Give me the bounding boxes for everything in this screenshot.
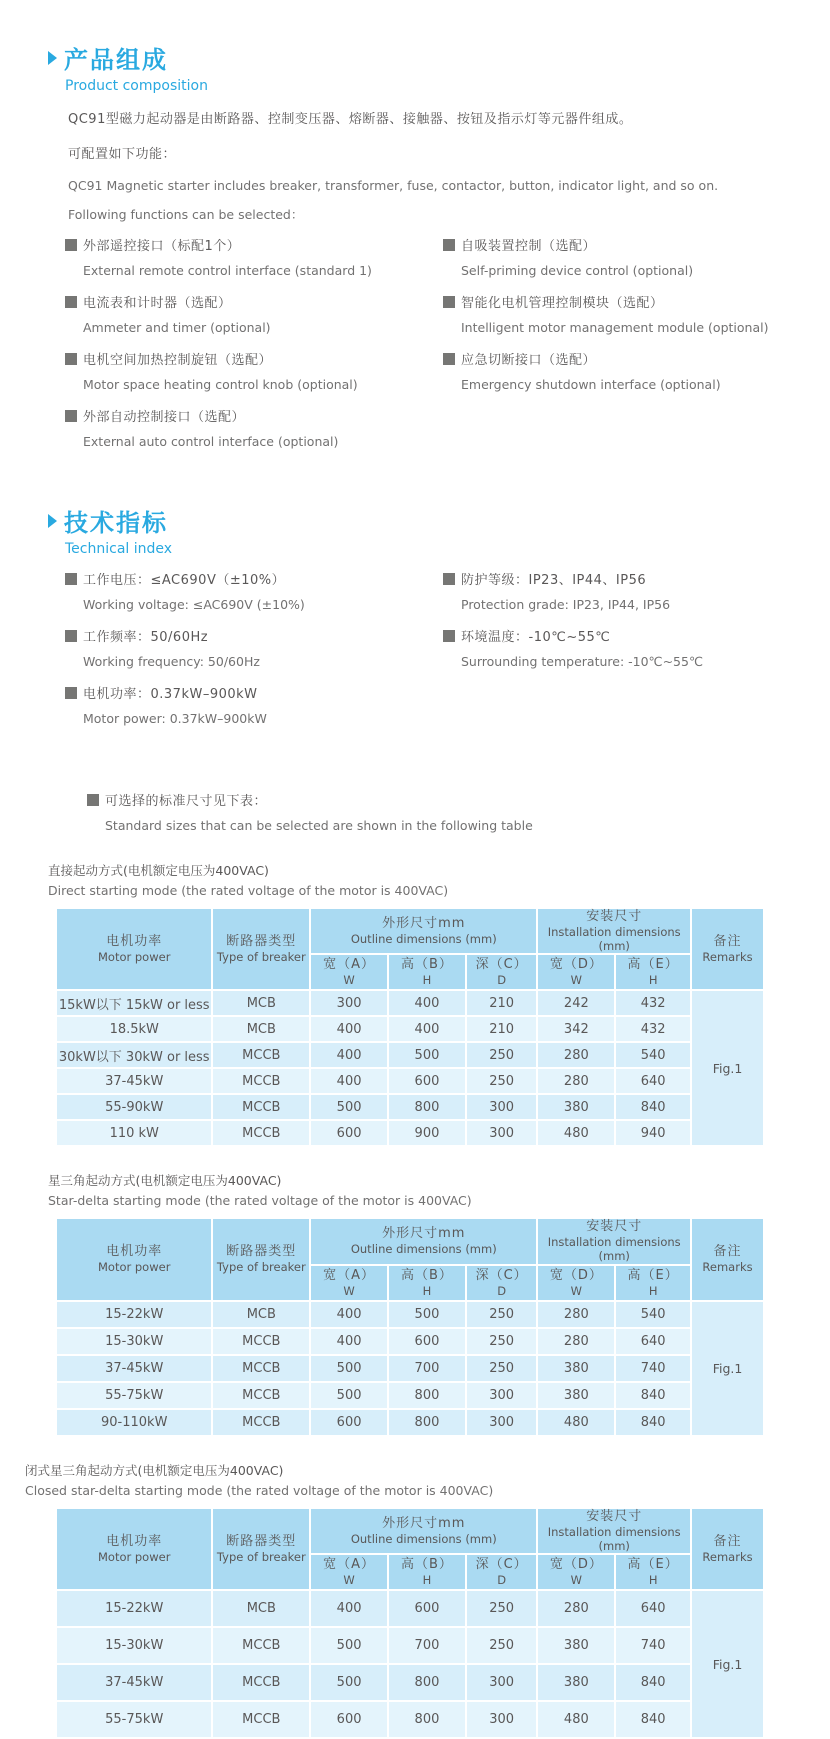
bullet-square-icon <box>443 239 455 251</box>
table-cell: 300 <box>466 1382 538 1409</box>
table-cell: 380 <box>537 1355 615 1382</box>
table-cell: 250 <box>466 1355 538 1382</box>
table-cell: 480 <box>537 1120 615 1146</box>
intro-line-en: QC91 Magnetic starter includes breaker, transformer, fuse, contactor, button, indicator light, and so on. <box>68 178 719 193</box>
table-cell: 800 <box>388 1382 466 1409</box>
table-cell: 380 <box>537 1094 615 1120</box>
bullet-square-icon <box>443 296 455 308</box>
table-cell: 600 <box>310 1409 388 1436</box>
table-cell: 15-22kW <box>56 1590 212 1627</box>
feature-column-right <box>443 235 830 463</box>
tech-label-en: Working voltage: ≤AC690V (±10%) <box>83 597 305 612</box>
feature-label-en: Emergency shutdown interface (optional) <box>461 377 721 392</box>
col-header-breaker-type: 断路器类型 Type of breaker <box>212 1218 310 1300</box>
table-cell: 250 <box>466 1627 538 1664</box>
table-cell: 242 <box>537 990 615 1016</box>
feature-label-en: External auto control interface (optional) <box>83 434 339 449</box>
col-header-motor-power: 电机功率 Motor power <box>56 908 212 990</box>
col-header-motor-power: 电机功率 Motor power <box>56 1218 212 1300</box>
table-cell: 640 <box>615 1590 691 1627</box>
table-cell: MCCB <box>212 1068 310 1094</box>
dimension-table-direct-start <box>55 907 765 1147</box>
table-cell: MCCB <box>212 1094 310 1120</box>
table-cell: MCCB <box>212 1328 310 1355</box>
tech-column-left <box>65 569 443 740</box>
feature-column-left <box>65 235 443 463</box>
tech-item <box>443 626 830 669</box>
table-cell: 300 <box>466 1094 538 1120</box>
table-row <box>56 1042 764 1068</box>
table-cell: 400 <box>310 1328 388 1355</box>
col-header-height-b: 高（B） H <box>388 1265 466 1301</box>
table-cell: 540 <box>615 1042 691 1068</box>
section-title: 技术指标 <box>64 509 168 537</box>
table-caption-zh: 星三角起动方式(电机额定电压为400VAC) <box>48 1173 282 1189</box>
table-cell: 400 <box>310 1590 388 1627</box>
feature-label-zh: 外部自动控制接口（选配） <box>83 410 246 425</box>
table-cell: 840 <box>615 1701 691 1738</box>
feature-label-zh: 电流表和计时器（选配） <box>83 296 232 311</box>
table-row <box>56 1627 764 1664</box>
section-subtitle: Technical index <box>65 541 173 557</box>
table-caption-en: Closed star-delta starting mode (the rated voltage of the motor is 400VAC) <box>25 1482 494 1498</box>
table-cell: 500 <box>310 1382 388 1409</box>
table-cell: 540 <box>615 1301 691 1328</box>
intro-line-zh: 可配置如下功能： <box>68 147 177 162</box>
table-cell: 400 <box>310 1068 388 1094</box>
col-header-width-d: 宽（D） W <box>537 1265 615 1301</box>
table-cell: 500 <box>310 1664 388 1701</box>
standard-size-note <box>87 790 830 833</box>
table-cell: 400 <box>388 1016 466 1042</box>
tech-label-zh: 环境温度：-10℃~55℃ <box>461 630 611 645</box>
col-header-outline-dimensions: 外形尺寸mm Outline dimensions (mm) <box>310 1508 537 1554</box>
table-cell: MCB <box>212 1590 310 1627</box>
table-row <box>56 1664 764 1701</box>
bullet-square-icon <box>65 687 77 699</box>
tech-label-en: Protection grade: IP23, IP44, IP56 <box>461 597 671 612</box>
table-block-star-delta <box>48 1171 830 1436</box>
table-cell: 480 <box>537 1409 615 1436</box>
table-cell: 500 <box>388 1042 466 1068</box>
table-cell: 90-110kW <box>56 1409 212 1436</box>
table-cell: 740 <box>615 1627 691 1664</box>
section-product-composition <box>48 0 830 463</box>
feature-label-en: Intelligent motor management module (optional) <box>461 320 769 335</box>
tech-label-zh: 防护等级：IP23、IP44、IP56 <box>461 573 647 588</box>
table-cell: 700 <box>388 1627 466 1664</box>
col-header-outline-dimensions: 外形尺寸mm Outline dimensions (mm) <box>310 1218 537 1264</box>
section-technical-index <box>48 463 830 740</box>
table-cell: 210 <box>466 1016 538 1042</box>
table-cell: MCCB <box>212 1701 310 1738</box>
table-cell: 400 <box>388 990 466 1016</box>
tech-label-en: Motor power: 0.37kW–900kW <box>83 711 267 726</box>
col-header-remarks: 备注 Remarks <box>691 1508 764 1590</box>
table-row <box>56 1120 764 1146</box>
table-cell: 800 <box>388 1701 466 1738</box>
table-cell: 210 <box>466 990 538 1016</box>
feature-label-en: External remote control interface (standard 1) <box>83 263 372 278</box>
table-caption-en: Star-delta starting mode (the rated voltage of the motor is 400VAC) <box>48 1193 472 1209</box>
intro-line-en: Following functions can be selected： <box>68 207 304 222</box>
table-row <box>56 1590 764 1627</box>
col-header-height-e: 高（E） H <box>615 1265 691 1301</box>
bullet-square-icon <box>87 794 99 806</box>
table-cell: 800 <box>388 1409 466 1436</box>
col-header-remarks: 备注 Remarks <box>691 908 764 990</box>
feature-label-zh: 外部遥控接口（标配1个） <box>83 239 241 254</box>
table-cell: 300 <box>466 1409 538 1436</box>
table-cell: 55-75kW <box>56 1701 212 1738</box>
table-cell: 280 <box>537 1301 615 1328</box>
feature-label-en: Ammeter and timer (optional) <box>83 320 271 335</box>
table-cell: 840 <box>615 1382 691 1409</box>
table-cell: 600 <box>388 1068 466 1094</box>
feature-item <box>65 292 443 335</box>
table-cell: 600 <box>310 1701 388 1738</box>
table-cell: MCB <box>212 1016 310 1042</box>
tech-label-zh: 电机功率：0.37kW–900kW <box>83 687 258 702</box>
section-arrow-icon <box>48 514 57 528</box>
table-cell: 250 <box>466 1328 538 1355</box>
col-header-width-a: 宽（A） W <box>310 954 388 990</box>
feature-label-zh: 自吸装置控制（选配） <box>461 239 597 254</box>
table-row <box>56 1355 764 1382</box>
table-cell: 400 <box>310 1301 388 1328</box>
table-cell: 480 <box>537 1701 615 1738</box>
table-cell: 15-30kW <box>56 1627 212 1664</box>
col-header-installation-dimensions: 安装尺寸 Installation dimensions (mm) <box>537 908 691 954</box>
table-cell: 740 <box>615 1355 691 1382</box>
table-cell: 280 <box>537 1328 615 1355</box>
table-cell: 640 <box>615 1068 691 1094</box>
col-header-width-a: 宽（A） W <box>310 1554 388 1590</box>
bullet-square-icon <box>65 239 77 251</box>
table-cell: 500 <box>310 1355 388 1382</box>
table-cell: 840 <box>615 1664 691 1701</box>
table-remark-cell: Fig.1 <box>691 1301 764 1436</box>
table-cell: 37-45kW <box>56 1068 212 1094</box>
bullet-square-icon <box>443 630 455 642</box>
tech-label-zh: 工作频率：50/60Hz <box>83 630 209 645</box>
col-header-width-a: 宽（A） W <box>310 1265 388 1301</box>
table-cell: MCCB <box>212 1627 310 1664</box>
table-row <box>56 1301 764 1328</box>
table-cell: 840 <box>615 1094 691 1120</box>
col-header-installation-dimensions: 安装尺寸 Installation dimensions (mm) <box>537 1218 691 1264</box>
table-row <box>56 1328 764 1355</box>
table-row <box>56 1068 764 1094</box>
col-header-height-b: 高（B） H <box>388 1554 466 1590</box>
tech-list <box>65 569 830 740</box>
table-row <box>56 1016 764 1042</box>
intro-paragraphs <box>68 108 830 223</box>
table-cell: 55-90kW <box>56 1094 212 1120</box>
table-cell: 300 <box>466 1120 538 1146</box>
table-remark-cell: Fig.1 <box>691 990 764 1146</box>
table-cell: MCCB <box>212 1409 310 1436</box>
col-header-width-d: 宽（D） W <box>537 1554 615 1590</box>
table-cell: 500 <box>310 1094 388 1120</box>
feature-label-en: Motor space heating control knob (optional) <box>83 377 358 392</box>
bullet-square-icon <box>65 630 77 642</box>
table-cell: 250 <box>466 1068 538 1094</box>
table-cell: 940 <box>615 1120 691 1146</box>
table-cell: 300 <box>310 990 388 1016</box>
bullet-square-icon <box>65 410 77 422</box>
table-cell: 37-45kW <box>56 1355 212 1382</box>
col-header-depth-c: 深（C） D <box>466 954 538 990</box>
table-cell: 300 <box>466 1664 538 1701</box>
table-cell: MCB <box>212 990 310 1016</box>
dimension-table-closed-star-delta <box>55 1507 765 1739</box>
table-row <box>56 990 764 1016</box>
table-cell: MCB <box>212 1301 310 1328</box>
tech-item <box>65 683 443 726</box>
col-header-height-b: 高（B） H <box>388 954 466 990</box>
col-header-remarks: 备注 Remarks <box>691 1218 764 1300</box>
table-row <box>56 1094 764 1120</box>
table-cell: 280 <box>537 1042 615 1068</box>
table-cell: 380 <box>537 1627 615 1664</box>
tech-item <box>65 569 443 612</box>
table-cell: 500 <box>388 1301 466 1328</box>
intro-line-zh: QC91型磁力起动器是由断路器、控制变压器、熔断器、接触器、按钮及指示灯等元器件组成。 <box>68 112 633 127</box>
feature-label-zh: 智能化电机管理控制模块（选配） <box>461 296 664 311</box>
col-header-installation-dimensions: 安装尺寸 Installation dimensions (mm) <box>537 1508 691 1554</box>
table-row <box>56 1701 764 1738</box>
table-cell: 640 <box>615 1328 691 1355</box>
table-cell: 250 <box>466 1590 538 1627</box>
table-cell: 280 <box>537 1068 615 1094</box>
feature-item <box>443 292 830 335</box>
table-block-closed-star-delta <box>25 1461 830 1739</box>
feature-item <box>65 349 443 392</box>
tech-item <box>65 626 443 669</box>
table-caption-zh: 闭式星三角起动方式(电机额定电压为400VAC) <box>25 1462 284 1478</box>
feature-list <box>65 235 830 463</box>
col-header-depth-c: 深（C） D <box>466 1265 538 1301</box>
table-cell: MCCB <box>212 1355 310 1382</box>
feature-label-en: Self-priming device control (optional) <box>461 263 694 278</box>
table-cell: 600 <box>388 1590 466 1627</box>
tech-label-en: Working frequency: 50/60Hz <box>83 654 260 669</box>
table-cell: 380 <box>537 1382 615 1409</box>
table-cell: 800 <box>388 1664 466 1701</box>
feature-item <box>65 406 443 449</box>
col-header-height-e: 高（E） H <box>615 954 691 990</box>
table-cell: MCCB <box>212 1664 310 1701</box>
table-cell: 800 <box>388 1094 466 1120</box>
table-cell: MCCB <box>212 1382 310 1409</box>
feature-item <box>443 235 830 278</box>
table-cell: 380 <box>537 1664 615 1701</box>
feature-item <box>65 235 443 278</box>
col-header-outline-dimensions: 外形尺寸mm Outline dimensions (mm) <box>310 908 537 954</box>
table-cell: 600 <box>388 1328 466 1355</box>
table-cell: 500 <box>310 1627 388 1664</box>
table-cell: 37-45kW <box>56 1664 212 1701</box>
table-cell: 900 <box>388 1120 466 1146</box>
note-en: Standard sizes that can be selected are shown in the following table <box>105 818 533 833</box>
table-cell: 840 <box>615 1409 691 1436</box>
col-header-motor-power: 电机功率 Motor power <box>56 1508 212 1590</box>
col-header-breaker-type: 断路器类型 Type of breaker <box>212 908 310 990</box>
col-header-depth-c: 深（C） D <box>466 1554 538 1590</box>
col-header-height-e: 高（E） H <box>615 1554 691 1590</box>
table-cell: 250 <box>466 1042 538 1068</box>
col-header-width-d: 宽（D） W <box>537 954 615 990</box>
table-cell: 15-22kW <box>56 1301 212 1328</box>
tech-label-zh: 工作电压：≤AC690V（±10%） <box>83 573 286 588</box>
bullet-square-icon <box>65 573 77 585</box>
table-cell: 110 kW <box>56 1120 212 1146</box>
feature-label-zh: 电机空间加热控制旋钮（选配） <box>83 353 273 368</box>
table-cell: 400 <box>310 1042 388 1068</box>
table-row <box>56 1382 764 1409</box>
note-zh: 可选择的标准尺寸见下表： <box>105 794 268 809</box>
table-cell: 280 <box>537 1590 615 1627</box>
table-cell: 55-75kW <box>56 1382 212 1409</box>
feature-label-zh: 应急切断接口（选配） <box>461 353 597 368</box>
table-block-direct-start <box>48 861 830 1147</box>
tech-item <box>443 569 830 612</box>
bullet-square-icon <box>443 353 455 365</box>
table-row <box>56 1409 764 1436</box>
bullet-square-icon <box>443 573 455 585</box>
table-cell: 18.5kW <box>56 1016 212 1042</box>
bullet-square-icon <box>65 296 77 308</box>
table-cell: MCCB <box>212 1042 310 1068</box>
table-cell: 432 <box>615 990 691 1016</box>
tech-column-right <box>443 569 830 740</box>
table-caption-en: Direct starting mode (the rated voltage of the motor is 400VAC) <box>48 883 449 898</box>
table-cell: 30kW以下 30kW or less <box>56 1042 212 1068</box>
table-cell: 400 <box>310 1016 388 1042</box>
section-arrow-icon <box>48 51 57 65</box>
section-subtitle: Product composition <box>65 78 208 94</box>
tech-label-en: Surrounding temperature: -10℃~55℃ <box>461 654 703 669</box>
table-cell: 700 <box>388 1355 466 1382</box>
table-cell: 15kW以下 15kW or less <box>56 990 212 1016</box>
table-cell: 600 <box>310 1120 388 1146</box>
table-cell: 432 <box>615 1016 691 1042</box>
table-cell: 250 <box>466 1301 538 1328</box>
table-remark-cell: Fig.1 <box>691 1590 764 1738</box>
bullet-square-icon <box>65 353 77 365</box>
table-cell: MCCB <box>212 1120 310 1146</box>
col-header-breaker-type: 断路器类型 Type of breaker <box>212 1508 310 1590</box>
table-cell: 300 <box>466 1701 538 1738</box>
table-cell: 15-30kW <box>56 1328 212 1355</box>
section-title: 产品组成 <box>64 46 168 74</box>
dimension-table-star-delta <box>55 1217 765 1436</box>
table-cell: 342 <box>537 1016 615 1042</box>
feature-item <box>443 349 830 392</box>
table-caption-zh: 直接起动方式(电机额定电压为400VAC) <box>48 863 269 878</box>
